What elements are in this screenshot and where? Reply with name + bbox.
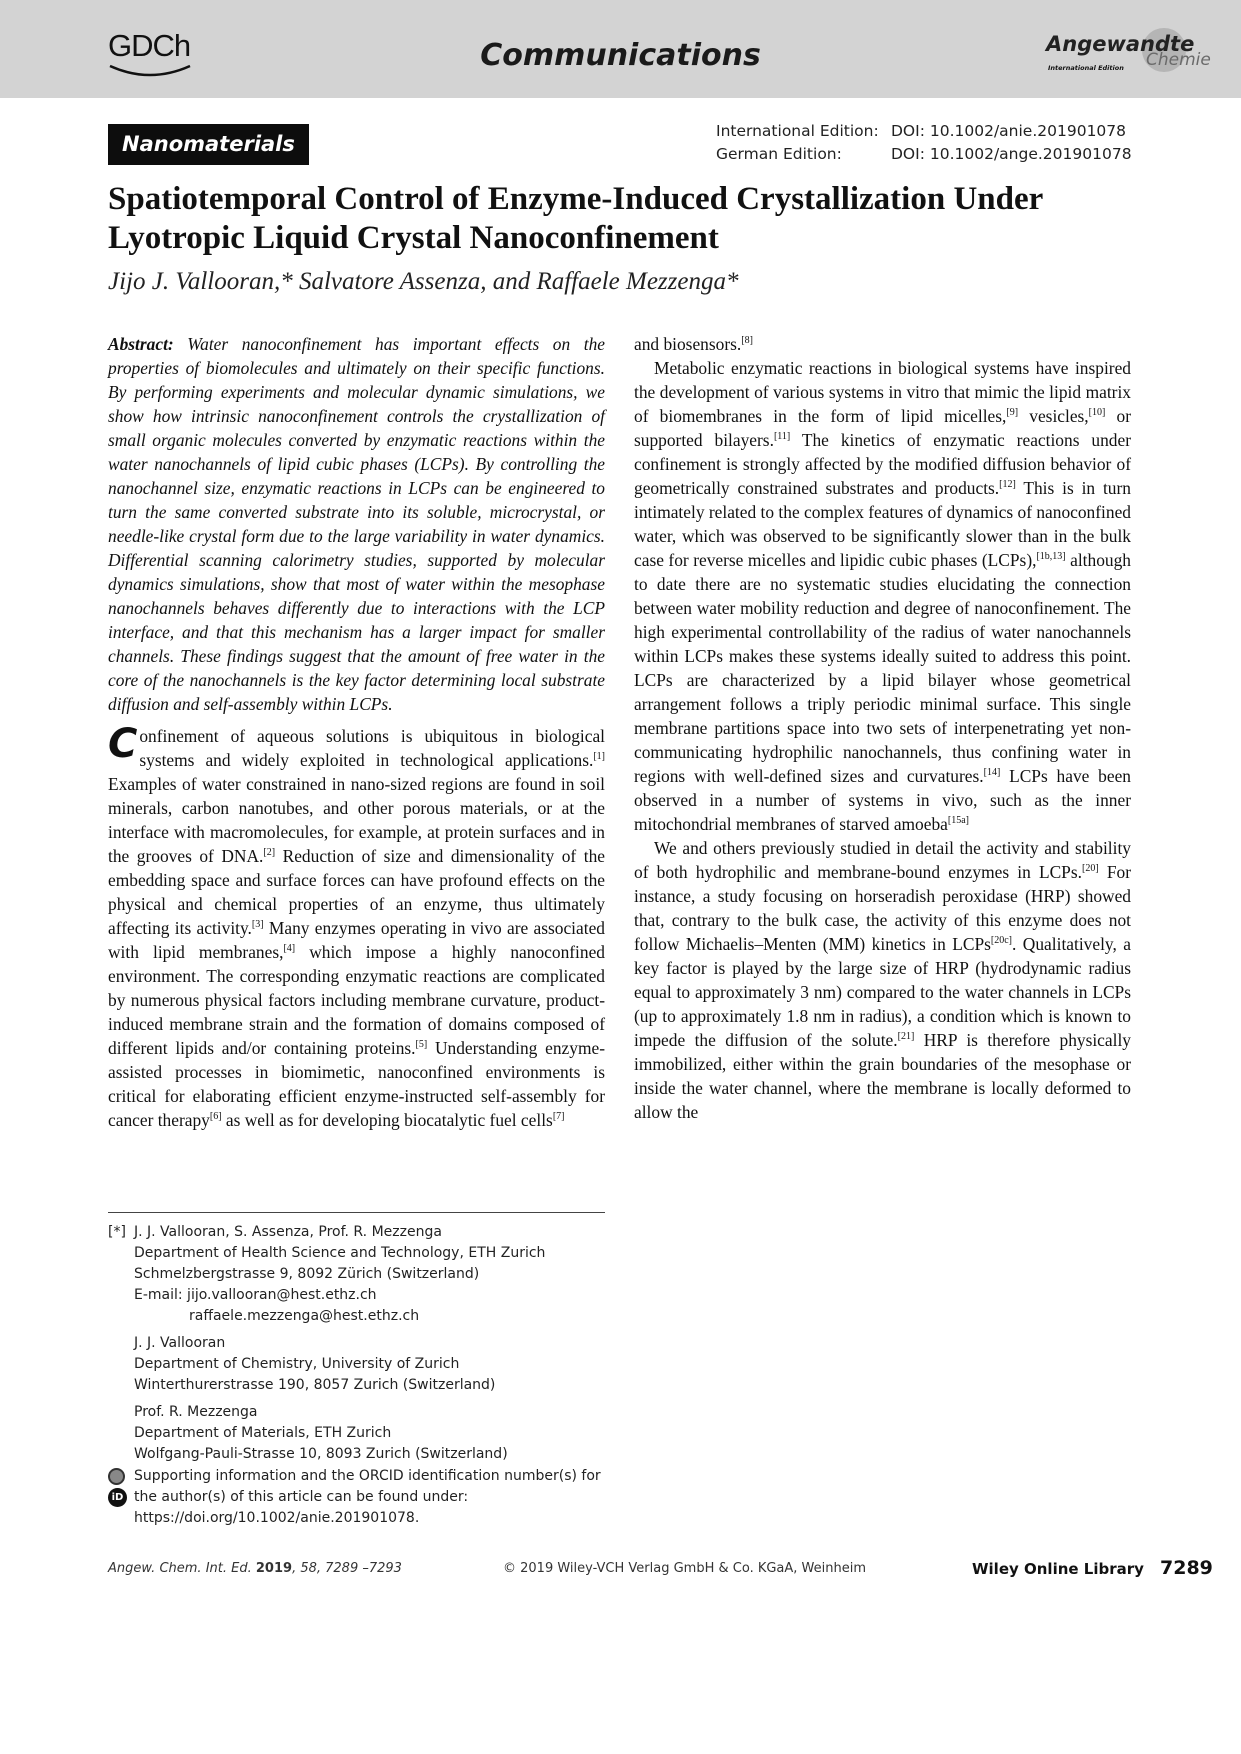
footer-citation-rest: , 58, 7289 –7293 — [292, 1561, 402, 1576]
body-paragraph-1-continued — [634, 332, 1131, 356]
orcid-icon: iD — [108, 1488, 127, 1507]
citation-ref[interactable]: [1] — [593, 751, 605, 763]
abstract-text: Water nanoconfinement has important effects on the properties of biomolecules and ultimately on their specific functions. By performing experiments and molecular dynamic simulations, we show how intrinsic nanoconfinement controls the crystallization of small organic molecules converted by enzymatic reactions within the water nanochannels of lipid cubic phases (LCPs). By controlling the nanochannel size, enzymatic reactions in LCPs can be engineered to turn the same converted substrate into its soluble, microcrystal, or needle-like crystal form due to the large variability in water dynamics. Differential scanning calorimetry studies, supported by molecular dynamics simulations, show that most of water within the mesophase nanochannels behaves differently due to interactions with the LCP interface, and that this mechanism has a larger impact for smaller channels. These findings suggest that the amount of free water in the core of the nanochannels is the key factor determining local substrate diffusion and self-assembly within LCPs. — [108, 334, 605, 714]
citation-ref[interactable]: [10] — [1088, 407, 1106, 419]
body-paragraph-2 — [634, 356, 1131, 836]
affiliation-1-line: J. J. Vallooran, S. Assenza, Prof. R. Mezzenga — [134, 1224, 442, 1240]
article-title-line-1: Spatiotemporal Control of Enzyme-Induced Crystallization Under — [108, 181, 1044, 217]
citation-ref[interactable]: [20] — [1081, 863, 1099, 875]
abstract — [108, 332, 605, 716]
affiliation-3-line: Department of Materials, ETH Zurich — [134, 1425, 392, 1441]
citation-ref[interactable]: [4] — [283, 943, 296, 955]
drop-cap: C — [108, 721, 138, 767]
supporting-info-line: Supporting information and the ORCID identification number(s) for — [134, 1468, 601, 1484]
abstract-label: Abstract: — [108, 334, 174, 354]
body-paragraph-3 — [634, 836, 1131, 1124]
affiliation-2-line: J. J. Vallooran — [134, 1335, 226, 1351]
citation-ref[interactable]: [6] — [209, 1111, 222, 1123]
citation-ref[interactable]: [2] — [263, 847, 276, 859]
article-title-line-2: Lyotropic Liquid Crystal Nanoconfinement — [108, 220, 719, 256]
doi-german-value[interactable]: DOI: 10.1002/ange.201901078 — [891, 145, 1132, 163]
si-icons — [108, 1468, 128, 1507]
body-paragraph-1-continued-text: and biosensors.[8] — [634, 334, 753, 354]
journal-header — [0, 0, 1241, 98]
citation-ref[interactable]: [7] — [552, 1111, 565, 1123]
affiliation-2-line: Winterthurerstrasse 190, 8057 Zurich (Switzerland) — [134, 1377, 496, 1393]
citation-ref[interactable]: [15a] — [947, 815, 969, 827]
journal-logo-edition: International Edition — [1048, 64, 1124, 72]
doi-block — [716, 120, 1132, 166]
right-column — [634, 332, 1131, 1124]
author-affiliations — [108, 1222, 608, 1471]
doi-german-label: German Edition: — [716, 145, 842, 163]
affiliation-1-email-2[interactable]: raffaele.mezzenga@hest.ethz.ch — [189, 1308, 420, 1324]
citation-ref[interactable]: [12] — [999, 479, 1016, 491]
citation-ref[interactable]: [1b,13] — [1036, 551, 1066, 563]
supporting-info-text — [134, 1466, 608, 1529]
body-paragraph-1-text: onfinement of aqueous solutions is ubiquitous in biological systems and widely exploited in technological applications.[1] Examples of water constrained in nano-sized regions are found in soil minerals, carbon nanotubes, and other porous materials, or at the interface with macromolecules, for example, at protein surfaces and in the grooves of DNA.[2] Reduction of size and dimensionality of the embedding space and surface forces can have profound effects on the physical and chemical properties of an enzyme, thus ultimately affecting its activity.[3] Many enzymes operating in vivo are associated with lipid membranes,[4] which impose a highly nanoconfined environment. The corresponding enzymatic reactions are complicated by numerous physical factors including membrane curvature, product-induced membrane strain and the formation of domains composed of different lipids and/or containing proteins.[5] Understanding enzyme-assisted processes in biomimetic, nanoconfined environments is critical for elaborating efficient enzyme-instructed self-assembly for cancer therapy[6] as well as for developing biocatalytic fuel cells[7] — [108, 726, 605, 1130]
author-list: Jijo J. Vallooran,* Salvatore Assenza, and Raffaele Mezzenga* — [108, 268, 739, 295]
supporting-info-icon — [108, 1468, 125, 1485]
left-column — [108, 332, 605, 1132]
section-heading: Communications — [480, 38, 761, 73]
citation-ref[interactable]: [5] — [415, 1039, 428, 1051]
citation-ref[interactable]: [3] — [251, 919, 264, 931]
page-number: 7289 — [1160, 1557, 1213, 1579]
footnote-marker: [*] — [108, 1224, 126, 1240]
affiliation-3 — [134, 1402, 608, 1465]
affiliation-1-line: Schmelzbergstrasse 9, 8092 Zürich (Switzerland) — [134, 1266, 480, 1282]
affiliation-1 — [134, 1222, 608, 1327]
doi-german — [716, 143, 1132, 166]
supporting-info-link[interactable]: https://doi.org/10.1002/anie.201901078. — [134, 1510, 420, 1526]
journal-logo — [1040, 28, 1210, 78]
footer-copyright: © 2019 Wiley-VCH Verlag GmbH & Co. KGaA, Weinheim — [503, 1561, 867, 1576]
affiliation-2-line: Department of Chemistry, University of Zurich — [134, 1356, 460, 1372]
footer-citation-journal: Angew. Chem. Int. Ed. — [108, 1561, 252, 1576]
citation-ref[interactable]: [14] — [983, 767, 1001, 779]
footer-library[interactable]: Wiley Online Library — [972, 1560, 1144, 1578]
affiliation-3-line: Prof. R. Mezzenga — [134, 1404, 258, 1420]
affiliation-1-line: Department of Health Science and Technology, ETH Zurich — [134, 1245, 546, 1261]
doi-international-value[interactable]: DOI: 10.1002/anie.201901078 — [891, 122, 1127, 140]
body-paragraph-2-text: Metabolic enzymatic reactions in biological systems have inspired the development of various systems in vitro that mimic the lipid matrix of biomembranes in the form of lipid micelles,[9] vesicles,[10] or supported bilayers.[11] The kinetics of enzymatic reactions under confinement is strongly affected by the modified diffusion behavior of geometrically constrained substrates and products.[12] This is in turn intimately related to the complex features of dynamics of nanoconfined water, which was observed to be significantly slower than in the bulk case for reverse micelles and lipidic cubic phases (LCPs),[1b,13] although to date there are no systematic studies elucidating the connection between water mobility reduction and degree of nanoconfinement. The high experimental controllability of the radius of water nanochannels within LCPs makes these systems ideally suited to address this point. LCPs are characterized by a lipid bilayer whose geometrical arrangement follows a triply periodic minimal surface. This single membrane partitions space into two sets of interpenetrating yet non-communicating hydrophilic nanochannels, thus confining water in regions with well-defined sizes and curvatures.[14] LCPs have been observed in a number of systems in vivo, such as the inner mitochondrial membranes of starved amoeba[15a] — [634, 358, 1132, 834]
affiliation-1-email[interactable]: E-mail: jijo.vallooran@hest.ethz.ch — [134, 1287, 377, 1303]
journal-logo-subname: Chemie — [1146, 50, 1211, 70]
citation-ref[interactable]: [11] — [773, 431, 791, 443]
citation-ref[interactable]: [9] — [1006, 407, 1019, 419]
doi-international-label: International Edition: — [716, 122, 879, 140]
publisher-logo-text: GDCh — [108, 28, 191, 63]
citation-ref[interactable]: [20c] — [990, 935, 1012, 947]
body-paragraph-1 — [108, 721, 605, 1132]
body-paragraph-3-text: We and others previously studied in detail the activity and stability of both hydrophilic and membrane-bound enzymes in LCPs.[20] For instance, a study focusing on horseradish peroxidase (HRP) showed that, contrary to the bulk case, the activity of this enzyme does not follow Michaelis–Menten (MM) kinetics in LCPs[20c]. Qualitatively, a key factor is played by the large size of HRP (hydrodynamic radius equal to approximately 3 nm) compared to the water channels in LCPs (up to approximately 1.8 nm in radius), a condition which is known to impede the diffusion of the solute.[21] HRP is therefore physically immobilized, either within the grain boundaries of the mesophase or inside the water channel, where the membrane is locally deformed to allow the — [634, 838, 1131, 1122]
affiliation-3-line: Wolfgang-Pauli-Strasse 10, 8093 Zurich (Switzerland) — [134, 1446, 508, 1462]
supporting-info-note — [108, 1466, 608, 1529]
supporting-info-line: the author(s) of this article can be found under: — [134, 1489, 469, 1505]
citation-ref[interactable]: [21] — [897, 1031, 915, 1043]
journal-logo-name: Angewandte — [1046, 32, 1195, 56]
footer-citation-year: 2019 — [255, 1561, 293, 1576]
category-tag: Nanomaterials — [108, 124, 309, 165]
article-title — [108, 180, 1148, 258]
footer-citation — [108, 1561, 402, 1576]
affiliation-2 — [134, 1333, 608, 1396]
page-footer — [108, 1557, 1213, 1581]
citation-ref[interactable]: [8] — [741, 335, 753, 347]
footnote-divider — [108, 1212, 605, 1213]
doi-international — [716, 120, 1132, 143]
